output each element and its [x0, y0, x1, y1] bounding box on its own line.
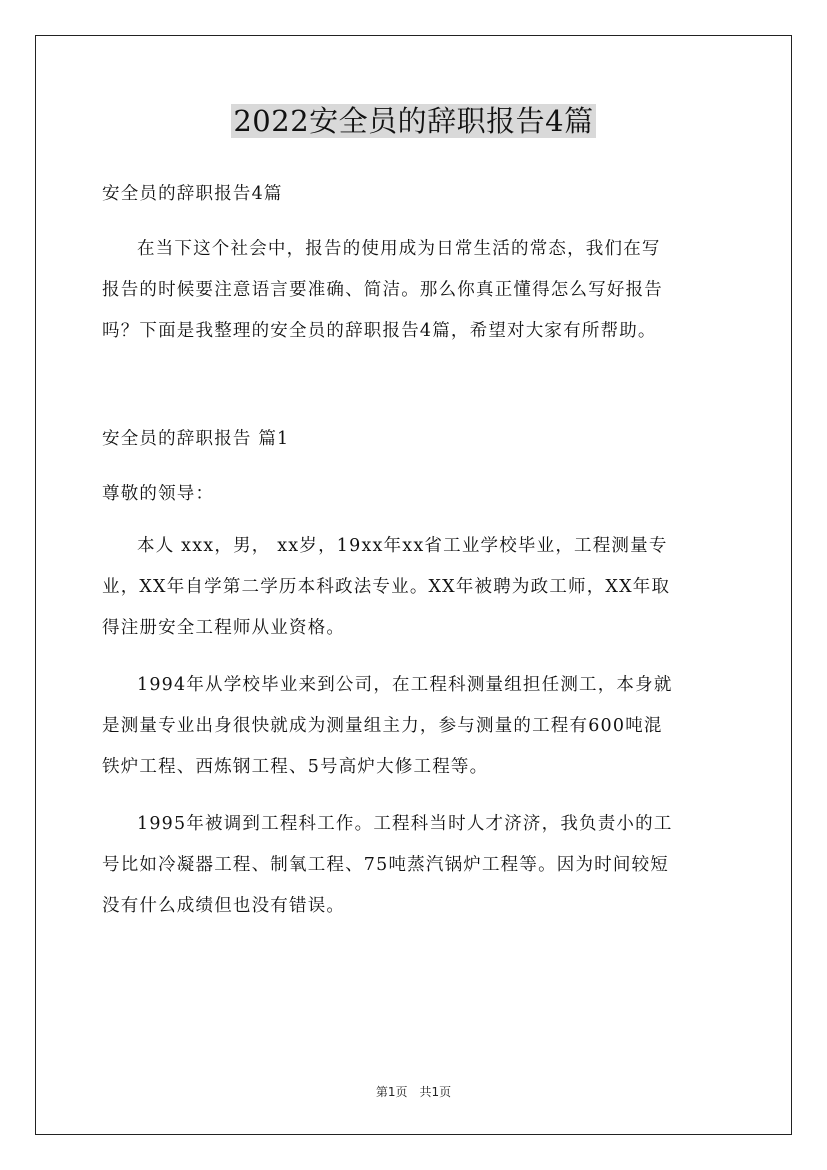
text-line: 号比如冷凝器工程、制氧工程、75吨蒸汽锅炉工程等。因为时间较短 [102, 855, 669, 875]
document-title [0, 100, 827, 142]
intro-paragraph [102, 229, 726, 352]
document-title-text: 2022安全员的辞职报告4篇 [233, 104, 594, 138]
text-line: 在当下这个社会中，报告的使用成为日常生活的常态，我们在写 [137, 239, 661, 259]
section-heading: 安全员的辞职报告 篇1 [102, 429, 290, 449]
text-line: 1995年被调到工程科工作。工程科当时人才济济，我负责小的工 [137, 814, 673, 834]
document-body [102, 174, 726, 927]
text-line: 铁炉工程、西炼钢工程、5号高炉大修工程等。 [102, 757, 489, 777]
text-line: 本人 xxx，男， xx岁，19xx年xx省工业学校毕业，工程测量专 [137, 536, 668, 556]
body-paragraph [102, 665, 726, 788]
body-paragraph [102, 526, 726, 649]
text-line: 1994年从学校毕业来到公司，在工程科测量组担任测工，本身就 [137, 675, 673, 695]
page-number: 第1页 共1页 [375, 1085, 452, 1099]
text-line: 业，XX年自学第二学历本科政法专业。XX年被聘为政工师，XX年取 [102, 577, 671, 597]
text-line: 报告的时候要注意语言要准确、简洁。那么你真正懂得怎么写好报告 [102, 280, 663, 300]
page-footer [0, 1082, 827, 1102]
text-line: 得注册安全工程师从业资格。 [102, 618, 346, 638]
text-line: 没有什么成绩但也没有错误。 [102, 896, 346, 916]
body-paragraph [102, 804, 726, 927]
salutation: 尊敬的领导： [102, 484, 215, 504]
text-line: 吗？下面是我整理的安全员的辞职报告4篇，希望对大家有所帮助。 [102, 321, 657, 341]
document-subtitle: 安全员的辞职报告4篇 [102, 184, 283, 204]
text-line: 是测量专业出身很快就成为测量组主力，参与测量的工程有600吨混 [102, 716, 663, 736]
